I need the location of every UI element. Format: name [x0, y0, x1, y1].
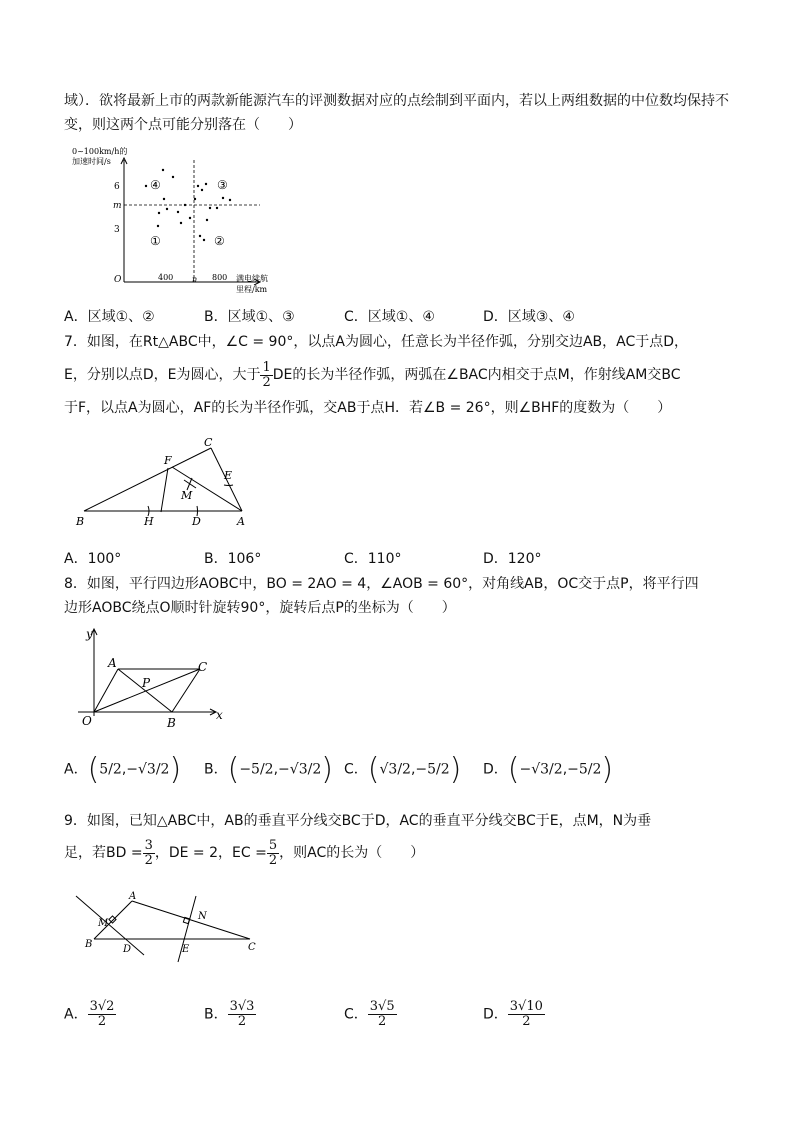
q9-option-d-den: 2 — [522, 1014, 531, 1029]
q8-option-b-label: B． — [204, 761, 228, 778]
q9-right-angle-m — [109, 916, 116, 923]
q6-region-1: ① — [150, 234, 161, 248]
q8-option-a-x: 5/2 — [99, 761, 122, 778]
q7-label-m: M — [181, 489, 193, 502]
q6-point — [172, 176, 174, 178]
q8-label-c: C — [198, 660, 208, 674]
q9-line2-part2: ，DE = 2，EC = — [154, 845, 267, 861]
q9-label-c: C — [248, 942, 256, 953]
q7-frac-numerator: 1 — [262, 359, 271, 375]
q8-option-c-label: C． — [344, 761, 368, 778]
q8-parallelogram-figure — [64, 624, 234, 736]
q8-option-a[interactable]: A．(5/2,−√3/2) — [64, 752, 182, 787]
q6-point — [157, 225, 159, 227]
q9-option-c-label: C． — [344, 1006, 368, 1023]
q9-option-b-den: 2 — [237, 1014, 247, 1029]
q6-xtick-n: n — [192, 275, 198, 284]
q6-point — [162, 169, 164, 171]
q9-option-a[interactable] — [64, 1000, 116, 1029]
q8-option-d-x: −√3/2 — [519, 761, 563, 778]
q9-option-a-label: A． — [64, 1006, 88, 1023]
q9-option-d[interactable] — [483, 1000, 545, 1029]
q6-point — [209, 207, 211, 209]
q7-option-d[interactable]: D．120° — [483, 551, 542, 567]
q6-point — [216, 207, 218, 209]
q6-origin: O — [114, 275, 122, 285]
q7-line2-part2: DE的长为半径作弧，两弧在∠BAC内相交于点M，作射线AM交BC — [272, 367, 681, 383]
q8-option-c-y: −5/2 — [415, 761, 450, 778]
q6-point — [184, 204, 186, 206]
q6-xtick-400: 400 — [158, 273, 174, 282]
q9-option-d-label: D． — [483, 1006, 508, 1023]
q7-label-c: C — [204, 436, 213, 449]
q7-text-line1: 7．如图，在Rt△ABC中，∠C = 90°，以点A为圆心，任意长为半径作弧，分别交边AB，AC于点D， — [64, 334, 689, 350]
q9-label-a: A — [129, 891, 137, 902]
q9-line2-part3: ，则AC的长为（ ） — [279, 845, 425, 861]
q6-scatter-figure — [64, 142, 284, 302]
q8-option-a-label: A． — [64, 761, 88, 778]
q6-point — [145, 185, 147, 187]
q7-fraction-half — [260, 361, 272, 390]
q7-frac-denominator: 2 — [262, 374, 271, 390]
q7-label-h: H — [144, 515, 154, 528]
q8-label-o: O — [82, 714, 92, 728]
q7-options — [64, 548, 744, 570]
q6-point — [177, 211, 179, 213]
q9-option-a-fraction — [88, 1000, 117, 1029]
q9-option-d-num: 3√10 — [509, 999, 543, 1014]
q7-label-f: F — [164, 454, 172, 467]
q8-label-x: x — [216, 708, 223, 722]
q8-text-line2: 边形AOBC绕点O顺时针旋转90°，旋转后点P的坐标为（ ） — [64, 600, 456, 616]
q9-label-b: B — [85, 939, 93, 950]
q6-xlabel-line2: 里程/km — [236, 285, 268, 294]
q7-triangle-figure — [64, 430, 264, 540]
q6-ylabel-line1: 0~100km/h的 — [72, 147, 128, 156]
q6-region-3: ③ — [217, 178, 228, 192]
q7-text-line2 — [64, 358, 681, 392]
q6-options — [64, 306, 744, 328]
q6-region-4: ④ — [150, 178, 161, 192]
q7-line2-part1: E，分别以点D，E为圆心，大于 — [64, 367, 261, 383]
q9-option-c-fraction — [368, 1000, 397, 1029]
q6-xlabel-line1: 满电续航 — [236, 274, 268, 283]
q6-point — [194, 198, 196, 200]
q6-point — [163, 198, 165, 200]
q6-point — [166, 208, 168, 210]
q9-option-d-fraction — [508, 1000, 545, 1029]
q8-label-p: P — [142, 676, 151, 690]
q8-option-b-y: −√3/2 — [278, 761, 322, 778]
q7-label-b: B — [76, 515, 85, 528]
q7-text-line3: 于F，以点A为圆心，AF的长为半径作弧，交AB于点H．若∠B = 26°，则∠BHF的度数为（ ） — [64, 400, 672, 416]
q6-option-c[interactable]: C．区域①、④ — [344, 309, 435, 325]
q6-option-b[interactable]: B．区域①、③ — [204, 309, 295, 325]
q9-option-b-fraction — [228, 1000, 257, 1029]
q9-line2-part1: 足，若BD = — [64, 845, 143, 861]
q6-point — [199, 235, 201, 237]
q8-side-cb — [172, 669, 200, 712]
q9-side-ac — [132, 901, 250, 939]
q9-right-angle-n — [183, 917, 189, 923]
q6-point — [229, 199, 231, 201]
q8-option-c-x: √3/2 — [379, 761, 411, 778]
q7-option-a[interactable]: A．100° — [64, 551, 122, 567]
q9-option-c-num: 3√5 — [369, 999, 395, 1014]
q9-option-c-den: 2 — [378, 1014, 387, 1029]
q7-arc-e — [224, 485, 233, 486]
q7-label-a: A — [237, 515, 245, 528]
q6-point — [222, 197, 224, 199]
q9-text-line1: 9．如图，已知△ABC中，AB的垂直平分线交BC于D，AC的垂直平分线交BC于E，点M，N为垂 — [64, 813, 652, 829]
q7-arc-fh — [161, 468, 168, 512]
q6-point — [203, 239, 205, 241]
q9-label-n: N — [198, 911, 207, 922]
q6-point — [197, 185, 199, 187]
q8-option-d-label: D． — [483, 761, 508, 778]
q9-option-a-num: 3√2 — [89, 999, 115, 1014]
q6-region-2: ② — [214, 234, 225, 248]
q6-text-line2: 变，则这两个点可能分别落在（ ） — [64, 117, 302, 133]
q9-ec-numerator: 5 — [268, 837, 278, 853]
q9-label-d: D — [123, 944, 132, 955]
q6-point — [158, 212, 160, 214]
q8-label-b: B — [167, 716, 176, 730]
q9-option-a-den: 2 — [97, 1014, 107, 1029]
q9-bd-numerator: 3 — [144, 837, 153, 853]
q6-xtick-800: 800 — [212, 273, 228, 282]
q6-point — [189, 217, 191, 219]
q9-fraction-ec — [267, 839, 279, 868]
q9-option-b[interactable] — [204, 1000, 256, 1029]
q8-option-b-x: −5/2 — [239, 761, 274, 778]
q9-label-m: M — [98, 918, 109, 929]
q6-ytick-6: 6 — [114, 182, 120, 192]
q9-option-b-num: 3√3 — [229, 999, 255, 1014]
q7-label-e: E — [224, 469, 233, 482]
q8-option-d[interactable]: D．(−√3/2,−5/2) — [483, 752, 614, 787]
q7-option-b[interactable]: B．106° — [204, 551, 262, 567]
q9-option-b-label: B． — [204, 1006, 228, 1023]
q9-label-e: E — [182, 944, 190, 955]
q9-option-c[interactable] — [344, 1000, 397, 1029]
q8-label-y: y — [86, 627, 93, 641]
q8-option-d-y: −5/2 — [567, 761, 602, 778]
q6-ytick-3: 3 — [114, 225, 120, 235]
q8-option-b[interactable]: B．(−5/2,−√3/2) — [204, 752, 333, 787]
q8-option-a-y: −√3/2 — [126, 761, 170, 778]
q7-option-c[interactable]: C．110° — [344, 551, 402, 567]
q8-label-a: A — [108, 656, 117, 670]
q6-ytick-m: m — [113, 201, 122, 211]
q6-point — [206, 219, 208, 221]
q7-label-d: D — [192, 515, 201, 528]
q8-option-c[interactable]: C．(√3/2,−5/2) — [344, 752, 462, 787]
q9-options — [64, 990, 744, 1034]
q6-point — [180, 222, 182, 224]
q8-options — [64, 752, 744, 798]
q9-triangle-figure — [64, 882, 264, 968]
q6-point — [201, 189, 203, 191]
q9-fraction-bd — [143, 839, 155, 868]
q9-bd-denominator: 2 — [144, 852, 153, 868]
q6-text-line1: 域）．欲将最新上市的两款新能源汽车的评测数据对应的点绘制到平面内，若以上两组数据的中位数均保持不 — [64, 93, 729, 109]
q9-ec-denominator: 2 — [268, 852, 278, 868]
q9-text-line2 — [64, 836, 424, 870]
q6-option-a[interactable]: A．区域①、② — [64, 309, 155, 325]
q8-side-oa — [94, 669, 118, 712]
q6-ylabel-line2: 加速时间/s — [72, 157, 111, 166]
q6-option-d[interactable]: D．区域③、④ — [483, 309, 575, 325]
q8-text-line1: 8．如图，平行四边形AOBC中，BO = 2AO = 4，∠AOB = 60°，对角线AB，OC交于点P，将平行四 — [64, 576, 699, 592]
q6-point — [205, 183, 207, 185]
